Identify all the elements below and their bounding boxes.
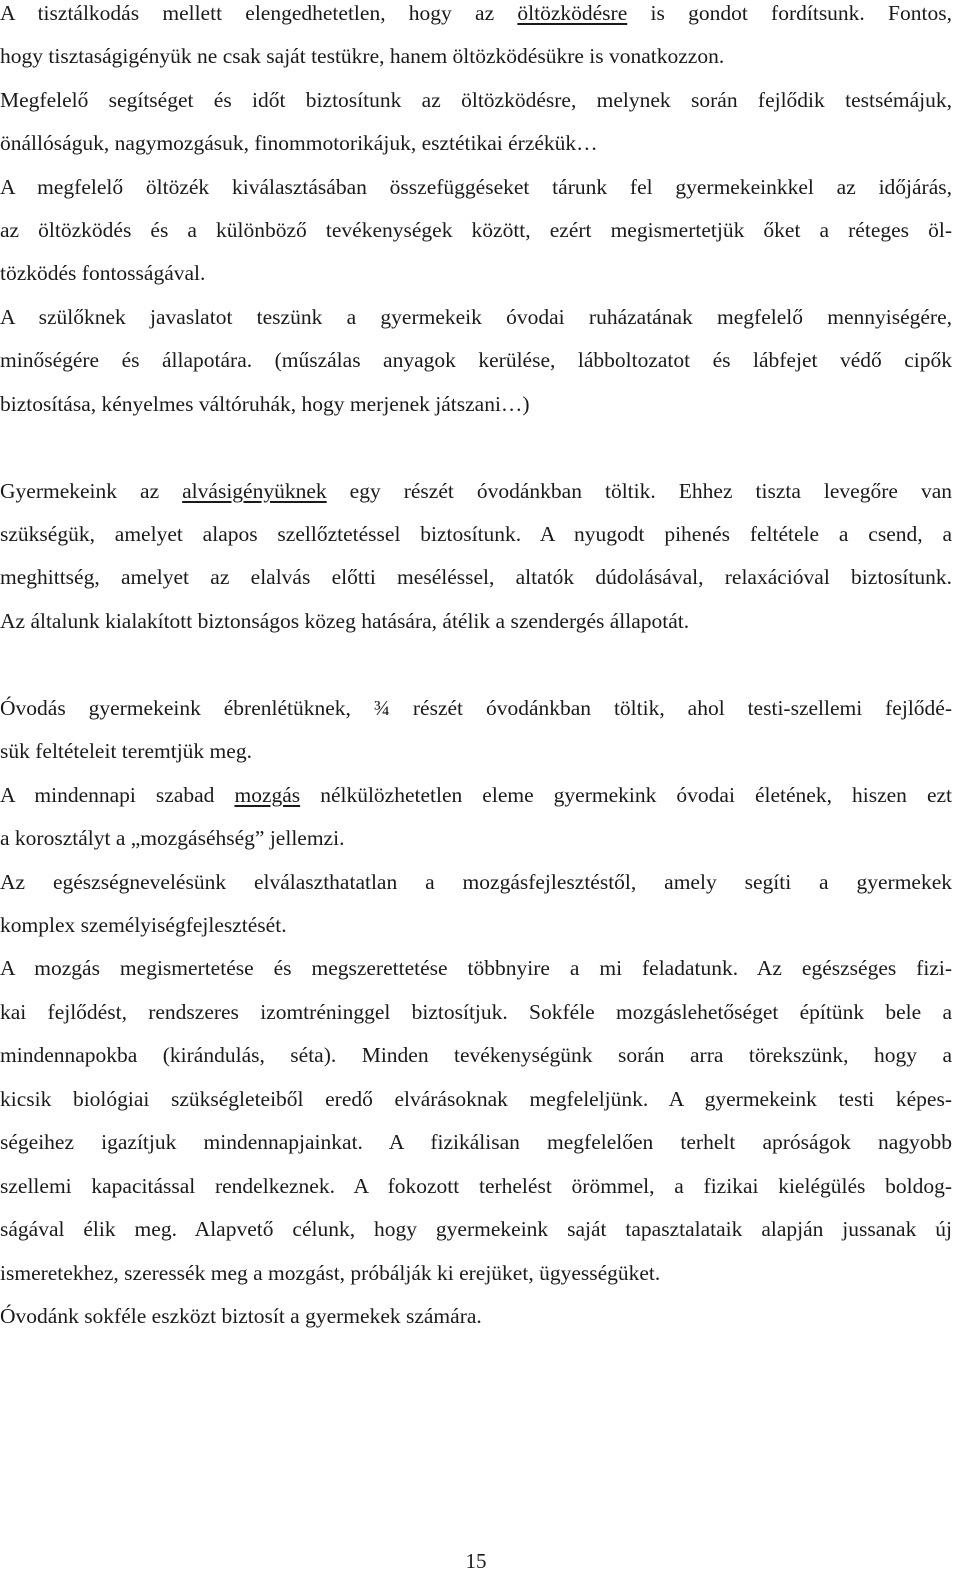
page-number: 15 <box>465 1549 487 1573</box>
text-line: meghittség, amelyet az elalvás előtti meséléssel, altatók dúdolásával, relaxációval biztosítunk. <box>0 565 952 589</box>
text-line: A szülőknek javaslatot teszünk a gyermekeik óvodai ruházatának megfelelő mennyiségére, <box>0 305 952 329</box>
text-line: ismeretekhez, szeressék meg a mozgást, próbálják ki erejüket, ügyességüket. <box>0 1261 661 1285</box>
text-line: minőségére és állapotára. (műszálas anyagok kerülése, lábboltozatot és lábfejet védő cipők <box>0 348 952 372</box>
underlined-term: mozgás <box>234 783 301 807</box>
text-line: Óvodás gyermekeink ébrenlétüknek, ¾ részét óvodánkban töltik, ahol testi-szellemi fejlődé- <box>0 696 952 720</box>
text-line: önállóságuk, nagymozgásuk, finommotorikájuk, esztétikai érzékük… <box>0 131 598 155</box>
text-line: A mindennapi szabad mozgás nélkülözhetetlen eleme gyermekink óvodai életének, hiszen ezt <box>0 783 952 807</box>
text-line: mindennapokba (kirándulás, séta). Minden tevékenységünk során arra törekszünk, hogy a <box>0 1043 952 1067</box>
text-line: ségeihez igazítjuk mindennapjainkat. A fizikálisan megfelelően terhelt apróságok nagyobb <box>0 1130 952 1154</box>
text-line: biztosítása, kényelmes váltóruhák, hogy merjenek játszani…) <box>0 392 530 416</box>
text-line: A tisztálkodás mellett elengedhetetlen, hogy az öltözködésre is gondot fordítsunk. Fontos, <box>0 1 952 25</box>
text-line: a korosztályt a „mozgáséhség” jellemzi. <box>0 826 345 850</box>
text-line: A mozgás megismertetése és megszerettetése többnyire a mi feladatunk. Az egészséges fizi- <box>0 956 952 980</box>
text-line: Gyermekeink az alvásigényüknek egy részét óvodánkban töltik. Ehhez tiszta levegőre van <box>0 479 952 503</box>
underlined-term: alvásigényüknek <box>182 479 327 503</box>
text-line: szellemi kapacitással rendelkeznek. A fokozott terhelést örömmel, a fizikai kielégülés boldog- <box>0 1174 952 1198</box>
text-line: sük feltételeit teremtjük meg. <box>0 739 252 763</box>
text-line: A megfelelő öltözék kiválasztásában összefüggéseket tárunk fel gyermekeinkkel az időjárás, <box>0 175 952 199</box>
text-line: tözködés fontosságával. <box>0 261 206 285</box>
text-line: szükségük, amelyet alapos szellőztetéssel biztosítunk. A nyugodt pihenés feltétele a csend, a <box>0 522 952 546</box>
text-line: komplex személyiségfejlesztését. <box>0 913 287 937</box>
text-line: Az egészségnevelésünk elválaszthatatlan a mozgásfejlesztéstől, amely segíti a gyermekek <box>0 870 952 894</box>
text-line: kai fejlődést, rendszeres izomtréninggel biztosítjuk. Sokféle mozgáslehetőséget építünk bele a <box>0 1000 952 1024</box>
text-line: az öltözködés és a különböző tevékenységek között, ezért megismertetjük őket a réteges öl- <box>0 218 952 242</box>
text-line: Megfelelő segítséget és időt biztosítunk az öltözködésre, melynek során fejlődik testsémájuk, <box>0 88 952 112</box>
underlined-term: öltözködésre <box>517 1 628 25</box>
text-line: kicsik biológiai szükségleteiből eredő elvárásoknak megfeleljünk. A gyermekeink testi képes- <box>0 1087 952 1111</box>
text-line: ságával élik meg. Alapvető célunk, hogy gyermekeink saját tapasztalataik alapján jussanak új <box>0 1217 952 1241</box>
text-line: hogy tisztaságigényük ne csak saját testükre, hanem öltözködésükre is vonatkozzon. <box>0 44 725 68</box>
text-line: Az általunk kialakított biztonságos közeg hatására, átélik a szendergés állapotát. <box>0 609 690 633</box>
text-line: Óvodánk sokféle eszközt biztosít a gyermekek számára. <box>0 1304 482 1328</box>
